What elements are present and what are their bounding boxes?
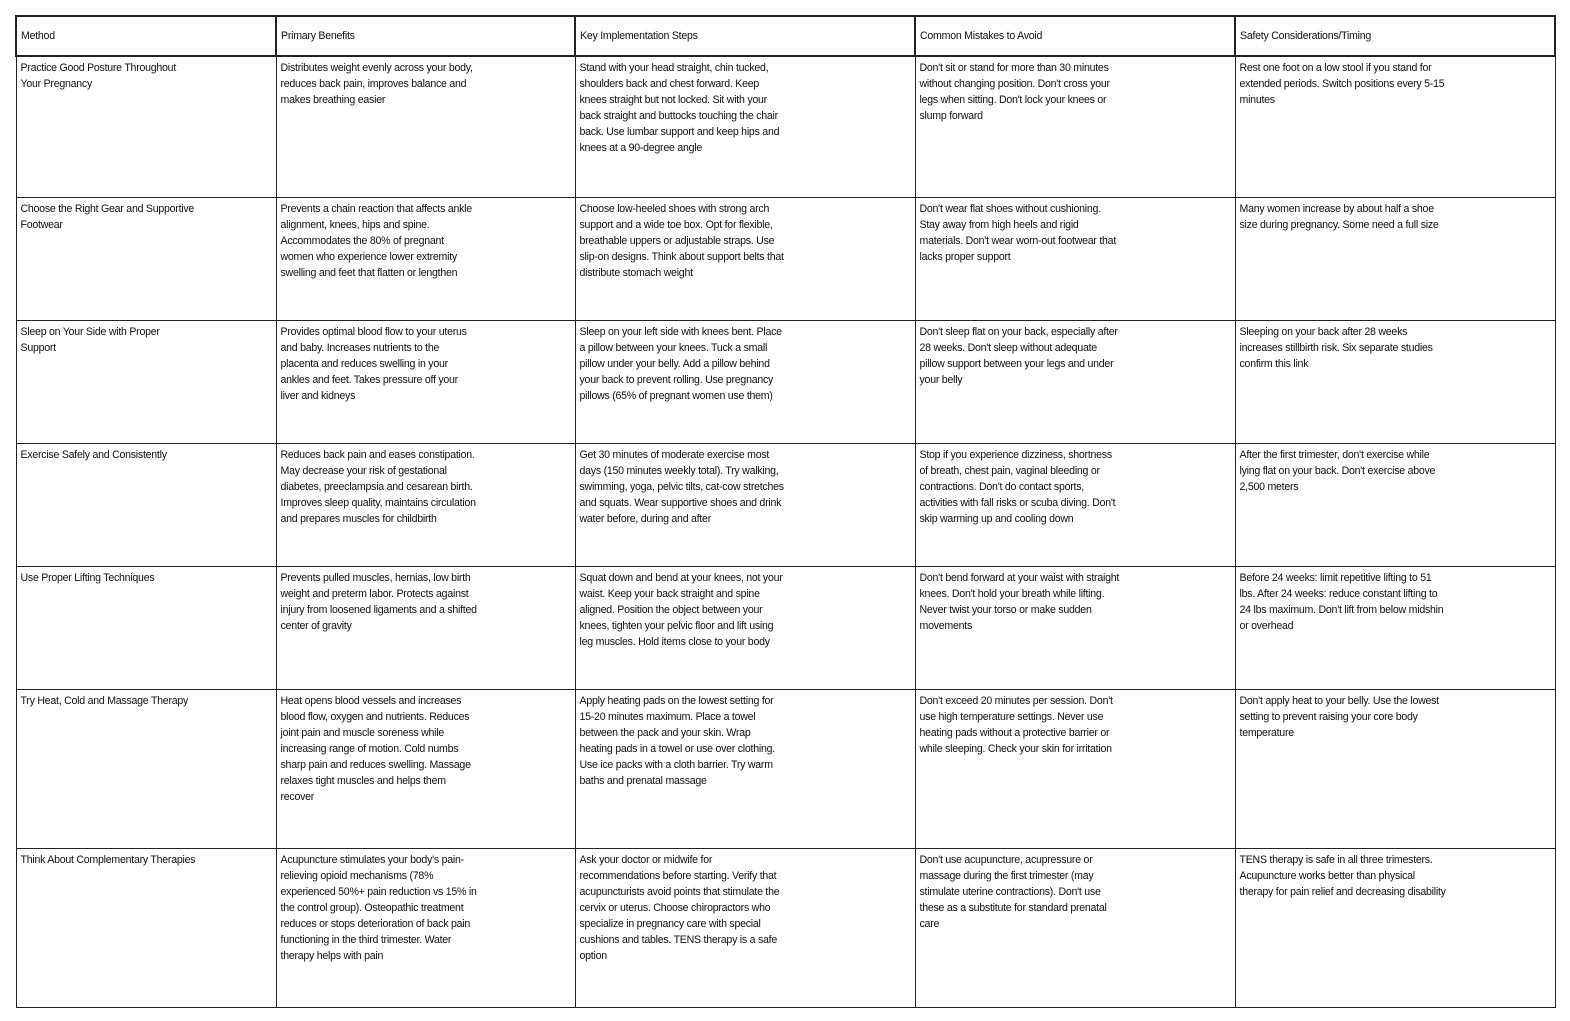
cell-text: Rest one foot on a low stool if you stand for extended periods. Switch positions every 5-15 minutes — [1239, 62, 1445, 106]
cell-mistakes — [915, 848, 1235, 1007]
cell-text: Choose the Right Gear and Supportive Footwear — [20, 202, 195, 231]
cell-mistakes — [915, 566, 1235, 689]
cell-text: Don't apply heat to your belly. Use the lowest setting to prevent raising your core body temperature — [1239, 694, 1439, 739]
cell-method — [16, 848, 276, 1007]
cell-text: Before 24 weeks: limit repetitive lifting to 51 lbs. After 24 weeks: reduce constant lifting to 24 lbs maximum. Don't lift from below midshin or overhead — [1239, 571, 1444, 632]
cell-method — [16, 443, 276, 566]
cell-text: Don't sleep flat on your back, especially after 28 weeks. Don't sleep without adequate pillow support between your legs and under your belly — [919, 325, 1118, 386]
cell-method — [16, 566, 276, 689]
table-body — [16, 56, 1555, 1007]
cell-mistakes — [915, 197, 1235, 320]
cell-safety — [1235, 197, 1555, 320]
cell-text: TENS therapy is safe in all three trimesters. Acupuncture works better than physical therapy for pain relief and decreasing disability — [1239, 853, 1446, 898]
cell-text: After the first trimester, don't exercise while lying flat on your back. Don't exercise above 2,500 meters — [1239, 448, 1436, 493]
cell-text: Choose low-heeled shoes with strong arch support and a wide toe box. Opt for flexible, breathable uppers or adjustable straps. Use slip-on designs. Think about support belts that distribute stomach weight — [579, 202, 784, 279]
cell-text: Distributes weight evenly across your body, reduces back pain, improves balance and makes breathing easier — [280, 62, 473, 106]
cell-steps — [575, 848, 915, 1007]
cell-text: Provides optimal blood flow to your uterus and baby. Increases nutrients to the placenta and reduces swelling in your ankles and feet. Takes pressure off your liver and kidneys — [280, 325, 467, 402]
cell-mistakes — [915, 320, 1235, 443]
cell-safety — [1235, 689, 1555, 848]
cell-benefits — [276, 320, 575, 443]
cell-benefits — [276, 566, 575, 689]
cell-benefits — [276, 197, 575, 320]
cell-benefits — [276, 848, 575, 1007]
cell-method — [16, 689, 276, 848]
cell-safety — [1235, 320, 1555, 443]
cell-mistakes — [915, 689, 1235, 848]
cell-text: Don't exceed 20 minutes per session. Don't use high temperature settings. Never use heating pads without a protective barrier or while sleeping. Check your skin for irritation — [919, 694, 1113, 755]
cell-text: Apply heating pads on the lowest setting for 15-20 minutes maximum. Place a towel between the pack and your skin. Wrap heating pads in a towel or use over clothing. Use ice packs with a cloth barrier. Try warm baths and prenatal massage — [579, 694, 775, 787]
cell-steps — [575, 566, 915, 689]
cell-text: Squat down and bend at your knees, not your waist. Keep your back straight and spine aligned. Position the object between your knees, tighten your pelvic floor and lift using leg muscles. Hold items close to your body — [579, 571, 783, 648]
cell-text: Don't sit or stand for more than 30 minutes without changing position. Don't cross your legs when sitting. Don't lock your knees or slump forward — [919, 62, 1110, 122]
cell-safety — [1235, 848, 1555, 1007]
cell-text: Don't wear flat shoes without cushioning. Stay away from high heels and rigid materials. Don't wear worn-out footwear that lacks proper support — [919, 202, 1117, 263]
table-row — [16, 320, 1555, 443]
cell-text: Prevents a chain reaction that affects ankle alignment, knees, hips and spine. Accommodates the 80% of pregnant women who experience lower extremity swelling and feet that flatten or lengthen — [280, 202, 472, 279]
header-implementation-steps: Key Implementation Steps — [575, 16, 915, 56]
cell-benefits — [276, 689, 575, 848]
cell-benefits — [276, 56, 575, 197]
cell-text: Practice Good Posture Throughout Your Pregnancy — [20, 62, 177, 90]
cell-text: Sleep on your left side with knees bent. Place a pillow between your knees. Tuck a small pillow under your belly. Add a pillow behind your back to prevent rolling. Use pregnancy pillows (65% of pregnant women use them) — [579, 325, 782, 402]
pregnancy-back-pain-table — [15, 15, 1556, 1008]
cell-text: Sleep on Your Side with Proper Support — [20, 325, 160, 354]
cell-text: Get 30 minutes of moderate exercise most days (150 minutes weekly total). Try walking, swimming, yoga, pelvic tilts, cat-cow stretches and squats. Wear supportive shoes and drink water before, during and after — [579, 448, 784, 525]
cell-text: Reduces back pain and eases constipation. May decrease your risk of gestational diabetes, preeclampsia and cesarean birth. Improves sleep quality, maintains circulation and prepares muscles for childbirth — [280, 448, 476, 525]
cell-text: Stand with your head straight, chin tucked, shoulders back and chest forward. Keep knees straight but not locked. Sit with your back straight and buttocks touching the chair back. Use lumbar support and keep hips and knees at a 90-degree angle — [579, 62, 780, 154]
table-row — [16, 197, 1555, 320]
cell-safety — [1235, 56, 1555, 197]
cell-text: Use Proper Lifting Techniques — [20, 571, 155, 584]
header-common-mistakes: Common Mistakes to Avoid — [915, 16, 1235, 56]
cell-steps — [575, 197, 915, 320]
cell-text: Don't use acupuncture, acupressure or massage during the first trimester (may stimulate uterine contractions). Don't use these as a substitute for standard prenatal care — [919, 853, 1107, 930]
cell-safety — [1235, 566, 1555, 689]
table-row — [16, 56, 1555, 197]
table-row — [16, 566, 1555, 689]
cell-steps — [575, 320, 915, 443]
cell-safety — [1235, 443, 1555, 566]
table-row — [16, 443, 1555, 566]
table-header — [16, 16, 1555, 56]
header-safety-timing: Safety Considerations/Timing — [1235, 16, 1555, 56]
cell-mistakes — [915, 443, 1235, 566]
cell-text: Prevents pulled muscles, hernias, low birth weight and preterm labor. Protects against injury from loosened ligaments and a shifted center of gravity — [280, 571, 477, 632]
cell-text: Heat opens blood vessels and increases blood flow, oxygen and nutrients. Reduces joint pain and muscle soreness while increasing range of motion. Cold numbs sharp pain and reduces swelling. Massage relaxes tight muscles and helps them recover — [280, 694, 471, 803]
cell-method — [16, 56, 276, 197]
cell-steps — [575, 443, 915, 566]
cell-text: Sleeping on your back after 28 weeks increases stillbirth risk. Six separate studies confirm this link — [1239, 325, 1433, 370]
cell-method — [16, 320, 276, 443]
cell-text: Stop if you experience dizziness, shortness of breath, chest pain, vaginal bleeding or contractions. Don't do contact sports, activities with fall risks or scuba diving. Don't skip warming up and cooling down — [919, 448, 1116, 525]
header-primary-benefits: Primary Benefits — [276, 16, 575, 56]
cell-text: Try Heat, Cold and Massage Therapy — [20, 694, 189, 707]
cell-text: Exercise Safely and Consistently — [20, 448, 167, 461]
cell-text: Don't bend forward at your waist with straight knees. Don't hold your breath while lifting. Never twist your torso or make sudden movements — [919, 571, 1120, 632]
cell-text: Acupuncture stimulates your body's pain-relieving opioid mechanisms (78% experienced 50%+ pain reduction vs 15% in the control group). Osteopathic treatment reduces or stops deterioration of back pain functioning in the third trimester. Water therapy helps with pain — [280, 853, 477, 962]
header-method: Method — [16, 16, 276, 56]
cell-steps — [575, 56, 915, 197]
cell-benefits — [276, 443, 575, 566]
cell-text: Many women increase by about half a shoe size during pregnancy. Some need a full size — [1239, 202, 1439, 231]
table-row — [16, 689, 1555, 848]
cell-method — [16, 197, 276, 320]
header-row — [16, 16, 1555, 56]
cell-mistakes — [915, 56, 1235, 197]
table-row — [16, 848, 1555, 1007]
cell-steps — [575, 689, 915, 848]
cell-text: Think About Complementary Therapies — [20, 853, 196, 866]
cell-text: Ask your doctor or midwife for recommendations before starting. Verify that acupuncturists avoid points that stimulate the cervix or uterus. Choose chiropractors who specialize in pregnancy care with special cushions and tables. TENS therapy is a safe option — [579, 853, 780, 962]
